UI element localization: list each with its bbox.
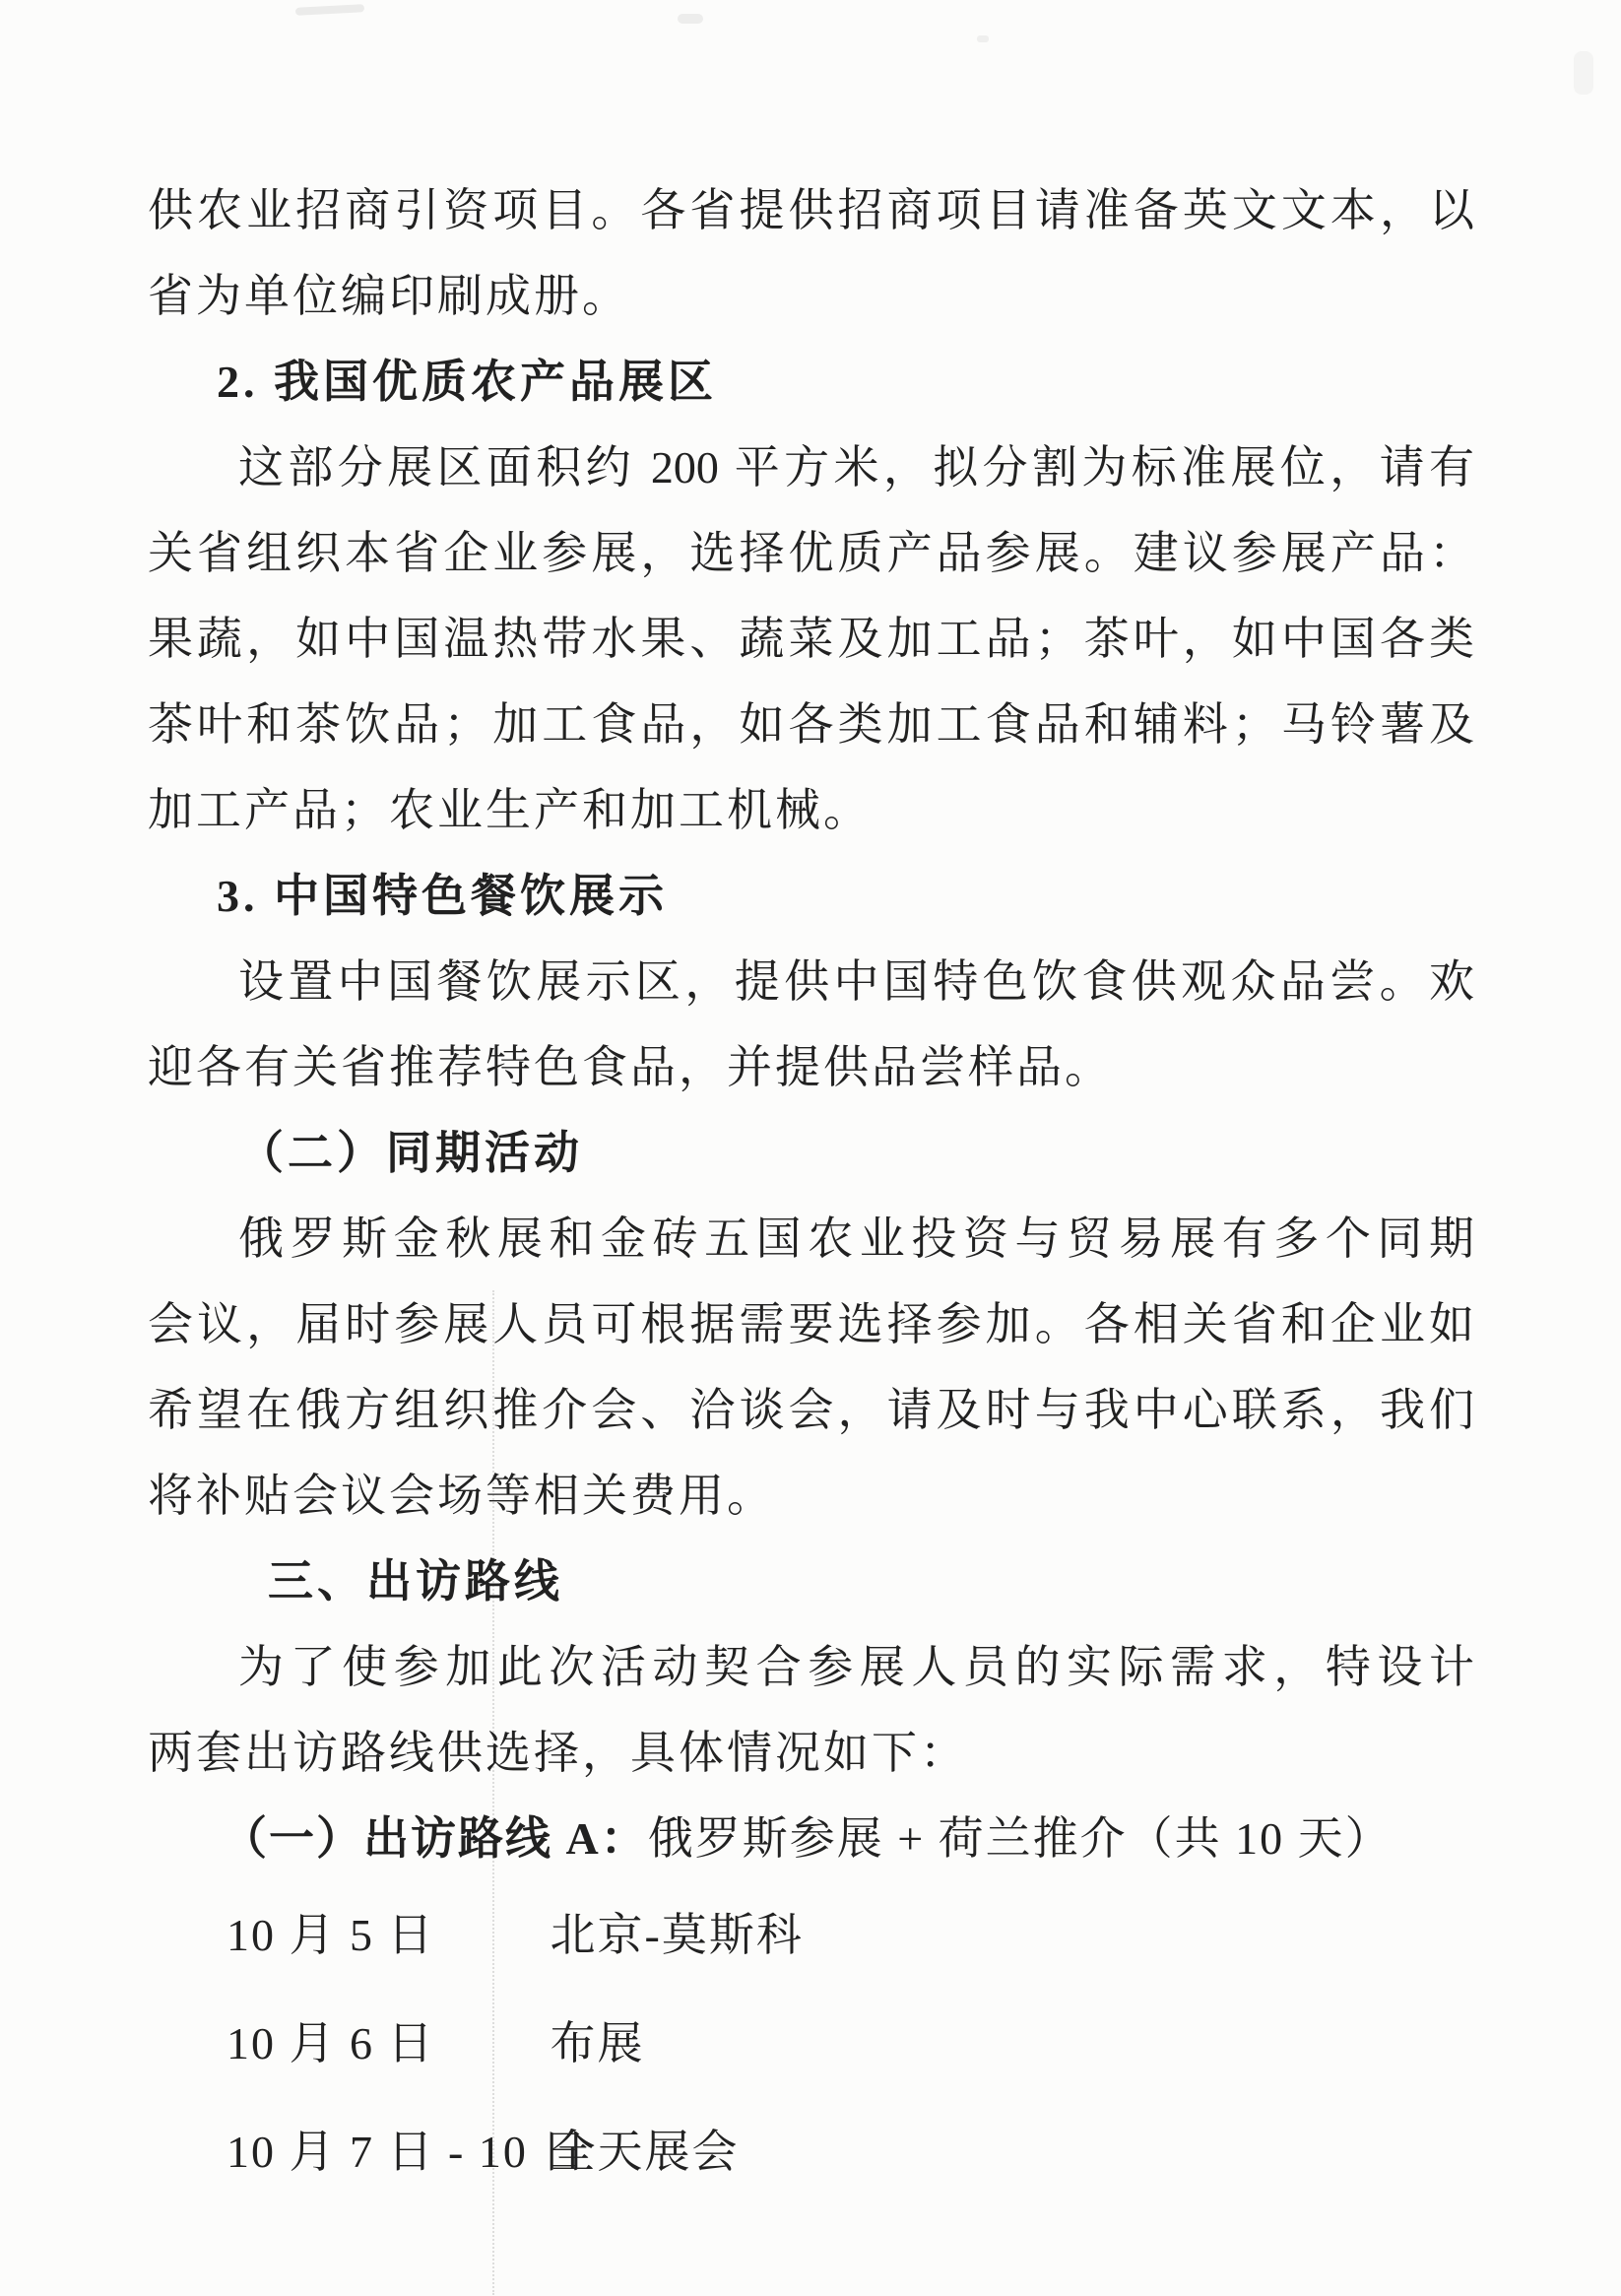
section-heading-2: 2. 我国优质农产品展区: [217, 357, 717, 407]
schedule-activity: 全天展会: [550, 2127, 740, 2177]
schedule-activity: 布展: [550, 2018, 645, 2068]
document-body: [148, 167, 1474, 2206]
scan-artifact: [977, 35, 989, 42]
body-line: 茶叶和茶饮品；加工食品，如各类加工食品和辅料；马铃薯及: [148, 699, 1474, 750]
body-line: 会议，届时参展人员可根据需要选择参加。各相关省和企业如: [148, 1299, 1474, 1349]
schedule-row: [148, 1881, 1474, 1990]
schedule-date: 10 月 6 日: [227, 2018, 435, 2068]
scan-artifact: [678, 14, 703, 24]
schedule-row: [148, 1990, 1474, 2098]
body-line: 希望在俄方组织推介会、洽谈会，请及时与我中心联系，我们: [148, 1385, 1474, 1435]
body-line: 迎各有关省推荐特色食品，并提供品尝样品。: [148, 1042, 1113, 1092]
route-a-description: 俄罗斯参展 + 荷兰推介（共 10 天）: [647, 1813, 1393, 1864]
schedule-activity: 北京-莫斯科: [550, 1910, 804, 1960]
section-heading-chufang: 三、出访路线: [268, 1556, 563, 1607]
scan-artifact: [1574, 51, 1593, 95]
route-a-label: （一）出访路线 A：: [222, 1813, 648, 1864]
body-line: 果蔬，如中国温热带水果、蔬菜及加工品；茶叶，如中国各类: [148, 614, 1474, 664]
body-line: 这部分展区面积约 200 平方米，拟分割为标准展位，请有: [238, 442, 1474, 492]
section-heading-tongqi: （二）同期活动: [238, 1128, 583, 1178]
route-a-line: [148, 1796, 1474, 1881]
schedule-date: 10 月 5 日: [227, 1910, 435, 1960]
body-line: 设置中国餐饮展示区，提供中国特色饮食供观众品尝。欢: [238, 956, 1474, 1007]
body-line: 关省组织本省企业参展，选择优质产品参展。建议参展产品：: [148, 528, 1474, 578]
schedule-date: 10 月 7 日 - 10 日: [227, 2127, 589, 2177]
scan-artifact: [295, 4, 364, 16]
body-line: 俄罗斯金秋展和金砖五国农业投资与贸易展有多个同期: [238, 1214, 1474, 1264]
section-heading-3: 3. 中国特色餐饮展示: [217, 871, 668, 921]
body-line: 两套出访路线供选择，具体情况如下：: [148, 1728, 968, 1778]
body-line: 省为单位编印刷成册。: [148, 271, 630, 321]
body-line: 将补贴会议会场等相关费用。: [148, 1471, 775, 1521]
schedule-row: [148, 2098, 1474, 2206]
body-line: 加工产品；农业生产和加工机械。: [148, 785, 872, 835]
body-line: 为了使参加此次活动契合参展人员的实际需求，特设计: [238, 1642, 1474, 1692]
body-line: 供农业招商引资项目。各省提供招商项目请准备英文文本，以: [148, 185, 1474, 235]
